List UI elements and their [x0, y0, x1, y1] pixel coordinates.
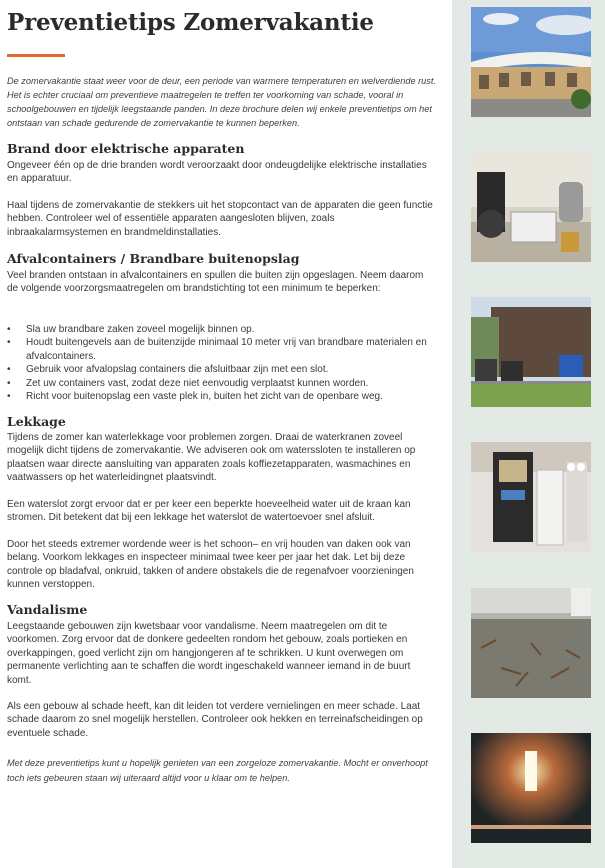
lekkage-paragraph-2: Een waterslot zorgt ervoor dat er per keer een beperkte hoeveelheid water uit de kraan kan stromen. Dit betekent dat bij een lekkage het waterslot de watertoevoer snel afsluit. — [7, 499, 411, 524]
list-item: • Zet uw containers vast, zodat deze niet eenvoudig verplaatst kunnen worden. — [7, 377, 437, 390]
brand-paragraph-1: Ongeveer één op de drie branden wordt veroorzaakt door ondeugdelijke elektrische installaties en apparatuur. — [7, 160, 427, 185]
page-title: Preventietips Zomervakantie — [7, 9, 374, 36]
list-item: • Sla uw brandbare zaken zoveel mogelijk binnen op. — [7, 323, 437, 336]
lekkage-paragraph-1: Tijdens de zomer kan waterlekkage voor problemen zorgen. Draai de waterkranen zoveel mogelijk dicht tijdens de zomervakantie. We adviseren ook om waterssloten te installeren op plaatsen waar directe aansluiting van apparaten zoals koffiezetapparaten, wasmachines en vaatwassers op het waterleidingnet plaatsvindt. — [7, 432, 416, 484]
list-item: • Richt voor buitenopslag een vaste plek in, buiten het zicht van de openbare weg. — [7, 390, 437, 403]
list-item: • Gebruik voor afvalopslag containers die afsluitbaar zijn met een slot. — [7, 363, 437, 376]
heading-vandalisme: Vandalisme — [7, 602, 88, 617]
title-accent-bar — [7, 54, 65, 57]
school-building-photo — [471, 7, 591, 117]
list-item: • Houdt buitengevels aan de buitenzijde minimaal 10 meter vrij van brandbare materialen en afvalcontainers. — [7, 336, 437, 363]
heading-lekkage: Lekkage — [7, 414, 66, 429]
kitchen-appliances-photo — [471, 152, 591, 262]
intro-text: De zomervakantie staat weer voor de deur, een periode van warmere temperaturen en welverdiende rust. Het is echter cruciaal om preventieve maatregelen te treffen ter voorkoming van schade, vooral in schoolgebouwen en tijdelijk leegstaande panden. In deze brochure delen wij enkele preventietips om het ontstaan van schade gedurende de zomervakantie te kunnen beperken. — [7, 76, 436, 128]
vandalisme-paragraph-1: Leegstaande gebouwen zijn kwetsbaar voor vandalisme. Neem maatregelen om dit te voorkomen. Zorg ervoor dat de donkere gedeelten rondom het gebouw, zoals portieken en overkappingen, goed verlicht zijn om hangjongeren af te schrikken. U kunt overwegen om permanente verlichting aan te schaffen die wordt ingeschakeld wanneer iemand in de buurt komt. — [7, 621, 411, 686]
waste-containers-photo — [471, 297, 591, 407]
heading-afval: Afvalcontainers / Brandbare buitenopslag — [7, 251, 300, 266]
lekkage-paragraph-3: Door het steeds extremer wordende weer is het schoon– en vrij houden van daken ook van belang. Voorkom lekkages en inspecteer minimaal twee keer per jaar het dak. Let bij deze controle op bladafval, onkruid, takken of andere obstakels die de regenafvoer voorzieningen kunnen verstoppen. — [7, 539, 414, 591]
afval-paragraph-1: Veel branden ontstaan in afvalcontainers en spullen die buiten zijn opgeslagen. Neem daarom de volgende voorzorgsmaatregelen om brandstichting tot een minimum te beperken: — [7, 270, 424, 295]
photo-sidebar — [452, 0, 605, 868]
closing-text: Met deze preventietips kunt u hopelijk genieten van een zorgeloze zomervakantie. Mocht er onverhoopt toch iets gebeuren staan wij uiteraard altijd voor u klaar om te helpen. — [7, 758, 428, 783]
afval-bullet-list — [7, 323, 437, 403]
outdoor-light-photo — [471, 733, 591, 843]
brand-paragraph-2: Haal tijdens de zomervakantie de stekkers uit het stopcontact van de apparaten die geen functie hebben. Controleer wel of essentiële apparaten aangesloten blijven, zoals inbraakalarmsystemen en brandmeldinstallaties. — [7, 200, 433, 238]
roof-debris-photo — [471, 588, 591, 698]
heading-brand: Brand door elektrische apparaten — [7, 141, 245, 156]
coffee-machine-photo — [471, 442, 591, 552]
vandalisme-paragraph-2: Als een gebouw al schade heeft, kan dit leiden tot verdere vernielingen en meer schade. Laat schade daarom zo snel mogelijk herstellen. Controleer ook hekken en terreinafscheidingen op eventuele schade. — [7, 701, 423, 739]
